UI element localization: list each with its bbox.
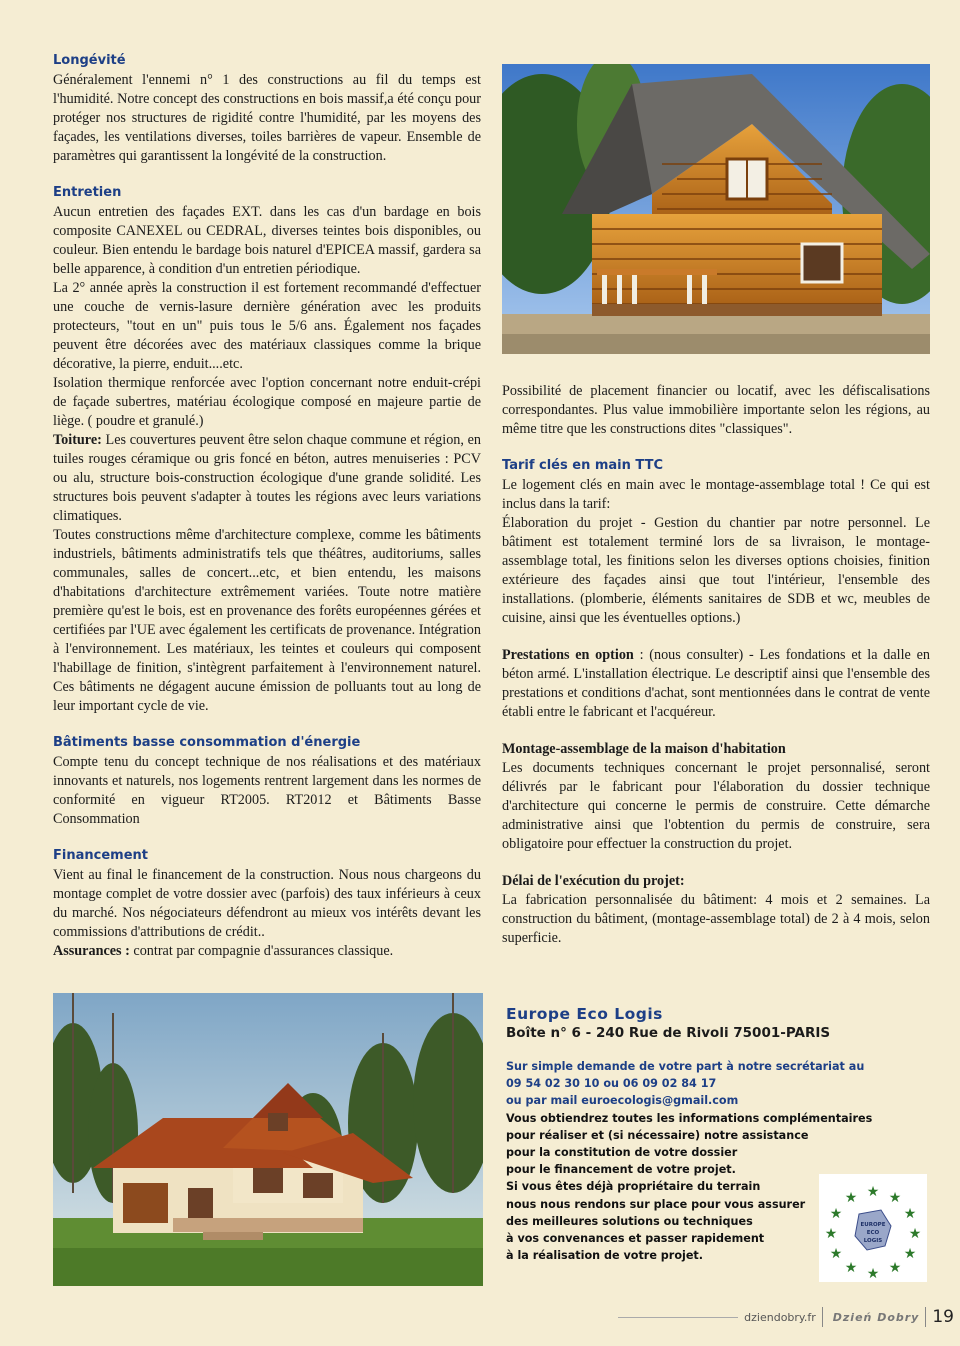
contact-email[interactable]: ou par mail euroecologis@gmail.com [506,1094,739,1108]
toiture-paragraph [53,431,481,526]
footer-divider [925,1307,926,1327]
placement-paragraph: Possibilité de placement financier ou locatif, avec les défiscalisations correspondantes. Plus value immobilière importante selon les régions, au même titre que les constructions dites "classiques". [502,383,930,437]
entretien-paragraph-2: La 2° année après la construction il est fortement recommandé d'effectuer une couche de vernis-lasure dernière génération avec les produits protecteurs, "tout en un" puis tous le 5/6 ans. Également nos façades peuvent être décorées avec des matériaux classiques comme la brique décorative, la pierre, enduit....etc. [53,280,481,372]
financement-heading: Financement [53,848,148,863]
info-line: nous nous rendons sur place pour vous assurer [506,1197,806,1211]
svg-text:★: ★ [866,1266,880,1282]
right-column [502,382,930,948]
info-line: à la réalisation de votre projet. [506,1249,704,1263]
financement-paragraph: Vient au final le financement de la construction. Nous nous chargeons du montage complet de votre dossier avec (parfois) des taux inférieurs à ceux du marché. Nos négociateurs défendront au mieux vos intérêts devant les commissions d'attributions de crédit.. [53,867,481,940]
montage-heading [502,740,930,759]
prestations-label: Prestations en option [502,647,634,663]
info-line: pour le financement de votre projet. [506,1163,736,1177]
tarif-paragraph-2: Élaboration du projet - Gestion du chantier par notre personnel. Le bâtiment est totalement terminé lors de sa livraison, le montage-assemblage total, les finitions selon les diverses options choisies, finition extérieure des façades ainsi que tout l'intérieur, l'ensemble des installations. (plomberie, éléments sanitaires de SDB et wc, meubles de cuisine, ainsi que les éventuelles options.) [502,515,930,626]
svg-text:★: ★ [866,1184,880,1200]
tarif-heading: Tarif clés en main TTC [502,458,663,473]
batiments-heading: Bâtiments basse consommation d'énergie [53,735,361,750]
assurances-label: Assurances : [53,943,130,959]
footer-divider [822,1307,823,1327]
longevite-paragraph: Généralement l'ennemi n° 1 des constructions au fil du temps est l'humidité. Notre concept des constructions en bois massif,a été conçu pour protéger nos structures de rigidité contre l'humidité, par les moyens des façades, les ventilations diverses, toiles barrières de vapeur. Ensemble de paramètres qui garantissent la longévité de la construction. [53,72,481,164]
page-number: 19 [932,1307,954,1327]
toiture-label: Toiture: [53,432,102,448]
svg-text:★: ★ [844,1190,858,1206]
logo-text-eco: ECO [866,1230,880,1236]
delai-heading [502,872,930,891]
svg-text:★: ★ [903,1246,917,1262]
prestations-paragraph [502,646,930,722]
montage-paragraph: Les documents techniques concernant le projet personnalisé, seront délivrés par le fabricant pour l'élaboration du dossier technique d'architecture qui concerne le permis de construire. Cette démarche administrative ainsi que l'obtention du permis de construire, sera obligatoire pour effectuer la construction du projet. [502,760,930,852]
footer-website[interactable]: dziendobry.fr [744,1310,816,1324]
svg-text:★: ★ [888,1190,902,1206]
batiments-paragraph: Compte tenu du concept technique de nos réalisations et des matériaux innovants et naturels, nos logements rentrent largement dans les normes de conformité en vigueur RT2005. RT2012 et Bâtiments Basse Consommation [53,754,481,827]
europe-eco-logis-logo [819,1174,927,1282]
delai-label: Délai de l'exécution du projet: [502,873,685,889]
brand-name: Europe Eco Logis [506,1005,663,1023]
svg-text:★: ★ [829,1206,843,1222]
assurances-paragraph [53,942,481,961]
longevite-heading: Longévité [53,53,126,68]
logo-text-europe: EUROPE [860,1222,886,1228]
logo-text-logis: LOGIS [863,1238,883,1244]
tarif-paragraph-1: Le logement clés en main avec le montage-assemblage total ! Ce qui est inclus dans la tarif: [502,477,930,512]
assurances-text: contrat par compagnie d'assurances classique. [129,943,394,959]
info-line: des meilleures solutions ou techniques [506,1214,753,1228]
contact-phone[interactable]: 09 54 02 30 10 ou 06 09 02 84 17 [506,1077,717,1091]
svg-text:★: ★ [844,1260,858,1276]
page-footer [618,1305,960,1329]
info-line: Si vous êtes déjà propriétaire du terrain [506,1180,761,1194]
info-line: à vos convenances et passer rapidement [506,1232,765,1246]
info-line: pour réaliser et (si nécessaire) notre assistance [506,1128,809,1142]
postal-address: Boîte n° 6 - 240 Rue de Rivoli 75001-PARIS [506,1025,831,1041]
log-cabin-photo [502,64,930,354]
prestations-text: : (nous consulter) - Les fondations et la dalle en béton armé. L'installation électrique. Le descriptif ainsi que l'ensemble des prestations et conditions d'achat, sont mentionnées dans le contrat de vente établi entre le fabricant et l'acquéreur. [502,647,930,720]
svg-text:★: ★ [829,1246,843,1262]
svg-text:★: ★ [903,1206,917,1222]
toiture-text: Les couvertures peuvent être selon chaque commune et région, en tuiles rouges céramique ou gris foncé en béton, autres menuiseries : PCV ou alu, structure bois-construction écologique d'une grande solidité. Les structures bois peuvent s'adapter à toutes les régions avec leurs variations climatiques. [53,432,481,524]
entretien-heading: Entretien [53,185,122,200]
entretien-paragraph-5: Toutes constructions même d'architecture complexe, comme les bâtiments industriels, bâtiments administratifs tels que théâtres, auditoriums, salles communales, salles de concert...etc, et bien entendu, les maisons d'habitations d'architecture extrêmement variées. Toute notre matière première qu'est le bois, est en provenance des forêts européennes gérées et certifiées par l'UE avec également les certificats de provenance. Intégration à l'environnement. Les matériaux, les teintes et couleurs qui composent l'habillage de finition, s'intègrent parfaitement à l'environnement naturel. Ces bâtiments ne dégagent aucune émission de polluants tout au long de leur important cycle de vie. [53,527,481,714]
info-line: pour la constitution de votre dossier [506,1146,738,1160]
entretien-paragraph-1: Aucun entretien des façades EXT. dans les cas d'un bardage en bois composite CANEXEL ou CEDRAL, diverses teintes bois disponibles, ou couleur. Bien entendu le bardage bois naturel d'EPICEA massif, gardera sa belle apparence, à condition d'un entretien périodique. [53,204,481,277]
footer-rule [618,1317,738,1318]
info-line: Vous obtiendrez toutes les informations complémentaires [506,1111,873,1125]
svg-text:★: ★ [888,1260,902,1276]
footer-magazine-name: Dzień Dobry [832,1310,920,1324]
svg-text:★: ★ [908,1226,922,1242]
svg-text:★: ★ [824,1226,838,1242]
delai-paragraph: La fabrication personnalisée du bâtiment: 4 mois et 2 semaines. La construction du bâtiment, (montage-assemblage total) de 2 à 4 mois, selon superficie. [502,892,930,946]
house-rendering-photo [53,993,483,1286]
entretien-paragraph-3: Isolation thermique renforcée avec l'option concernant notre enduit-crépi de façade subertres, matériau écologique composé en majeure partie de liège. ( poudre et granulé.) [53,375,481,429]
left-column [53,52,481,961]
contact-line-request: Sur simple demande de votre part à notre secrétariat au [506,1060,865,1073]
montage-label: Montage-assemblage de la maison d'habitation [502,741,786,757]
